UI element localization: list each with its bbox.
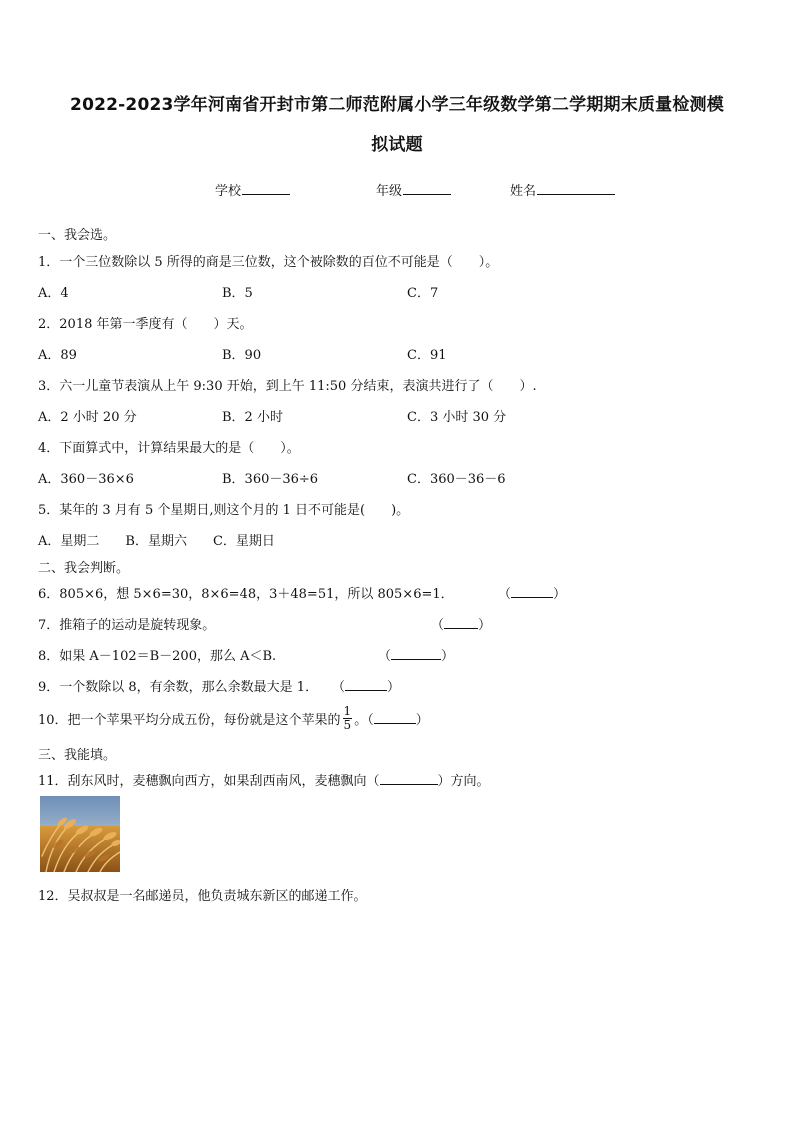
q8-answer-bracket[interactable]: （ ） [378, 649, 455, 664]
question-8: 8．如果 A－102＝B－200，那么 A＜B. [38, 649, 277, 664]
grade-blank[interactable] [403, 181, 451, 195]
school-field [215, 180, 290, 199]
q3-option-a: A．2 小时 20 分 [38, 410, 137, 425]
wheat-field-image [40, 796, 120, 872]
q1-option-c: C．7 [407, 286, 439, 301]
q4-option-b: B．360－36÷6 [222, 472, 319, 487]
section-heading-fill: 三、我能填。 [38, 748, 117, 763]
q1-option-b: B．5 [222, 286, 253, 301]
q6-answer-bracket[interactable]: （ ） [498, 587, 567, 602]
question-1: 1．一个三位数除以 5 所得的商是三位数，这个被除数的百位不可能是（ ）。 [38, 255, 499, 270]
q7-answer-bracket[interactable]: （ ） [431, 618, 492, 633]
q2-option-b: B．90 [222, 348, 262, 363]
question-6: 6．805×6，想 5×6=30，8×6=48，3＋48=51，所以 805×6=1． [38, 587, 454, 602]
page-title-continued: 拟试题 [371, 135, 423, 155]
name-label: 姓名 [510, 184, 537, 199]
name-blank[interactable] [537, 181, 615, 195]
q1-option-a: A．4 [38, 286, 69, 301]
q3-option-b: B．2 小时 [222, 410, 283, 425]
q3-option-c: C．3 小时 30 分 [407, 410, 507, 425]
grade-field [376, 180, 451, 199]
section-heading-choice: 一、我会选。 [38, 228, 117, 243]
question-2: 2．2018 年第一季度有（ ）天。 [38, 317, 253, 332]
question-10: 10．把一个苹果平均分成五份，每份就是这个苹果的 $\frac{1}{5}$ 。（ ） [38, 704, 429, 732]
question-11: 11．刮东风时，麦穗飘向西方，如果刮西南风，麦穗飘向（ ）方向。 [38, 774, 490, 789]
q4-option-c: C．360－36－6 [407, 472, 506, 487]
name-field [510, 180, 615, 199]
q5-options: A．星期二 B．星期六 C．星期日 [38, 534, 275, 549]
section-heading-judge: 二、我会判断。 [38, 561, 130, 576]
school-blank[interactable] [242, 181, 290, 195]
q2-option-a: A．89 [38, 348, 77, 363]
question-4: 4．下面算式中，计算结果最大的是（ ）。 [38, 441, 300, 456]
fraction-one-fifth: $\frac{1}{5}$ [343, 704, 352, 732]
q4-option-a: A．360－36×6 [38, 472, 134, 487]
question-9: 9．一个数除以 8，有余数，那么余数最大是 1． [38, 680, 319, 695]
page-title: 2022-2023学年河南省开封市第二师范附属小学三年级数学第二学期期末质量检测模 [70, 95, 724, 115]
q2-option-c: C．91 [407, 348, 447, 363]
question-3: 3．六一儿童节表演从上午 9:30 开始，到上午 11:50 分结束，表演共进行了（ ）. [38, 379, 537, 394]
grade-label: 年级 [376, 184, 403, 199]
q11-answer-blank[interactable] [380, 772, 438, 785]
school-label: 学校 [215, 184, 242, 199]
q10-answer-bracket[interactable]: （ ） [367, 713, 429, 728]
question-7: 7．推箱子的运动是旋转现象。 [38, 618, 216, 633]
q9-answer-bracket[interactable]: （ ） [332, 680, 401, 695]
question-5: 5．某年的 3 月有 5 个星期日,则这个月的 1 日不可能是( )。 [38, 503, 410, 518]
question-12: 12．吴叔叔是一名邮递员，他负责城东新区的邮递工作。 [38, 889, 367, 904]
